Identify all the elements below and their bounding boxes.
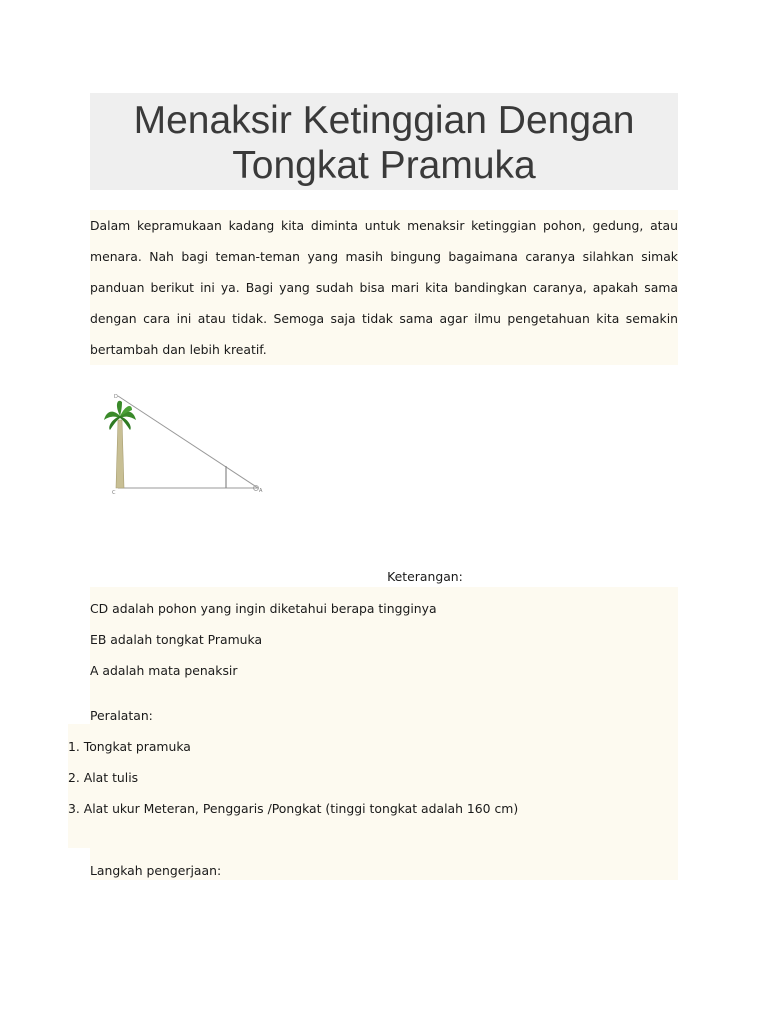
intro-paragraph: Dalam kepramukaan kadang kita diminta untuk menaksir ketinggian pohon, gedung, atau menara. Nah bagi teman-teman yang masih bingung bagaimana caranya silahkan simak panduan berikut ini ya. Bagi yang sudah bisa mari kita bandingkan caranya, apakah sama dengan cara ini atau tidak. Semoga saja tidak sama agar ilmu pengetahuan kita semakin bertambah dan lebih kreatif. [90, 210, 678, 365]
height-estimation-diagram [100, 390, 270, 500]
keterangan-heading: Keterangan: [387, 569, 463, 584]
label-a: A [259, 488, 263, 494]
label-c: C [112, 490, 116, 496]
langkah-heading: Langkah pengerjaan: [90, 863, 222, 878]
title-line-1: Menaksir Ketinggian Dengan [133, 99, 635, 142]
peralatan-item: 3. Alat ukur Meteran, Penggaris /Pongkat (tinggi tongkat adalah 160 cm) [68, 801, 519, 816]
sight-line [118, 396, 258, 488]
peralatan-item: 1. Tongkat pramuka [68, 739, 191, 754]
peralatan-item: 2. Alat tulis [68, 770, 139, 785]
peralatan-heading: Peralatan: [90, 708, 153, 723]
title-line-2: Tongkat Pramuka [232, 144, 536, 187]
keterangan-item: EB adalah tongkat Pramuka [90, 632, 263, 647]
label-d: D [114, 394, 118, 400]
title-box [90, 93, 678, 190]
page-title [90, 93, 678, 188]
keterangan-item: A adalah mata penaksir [90, 663, 238, 678]
tree-trunk [116, 420, 124, 488]
keterangan-item: CD adalah pohon yang ingin diketahui berapa tingginya [90, 601, 437, 616]
